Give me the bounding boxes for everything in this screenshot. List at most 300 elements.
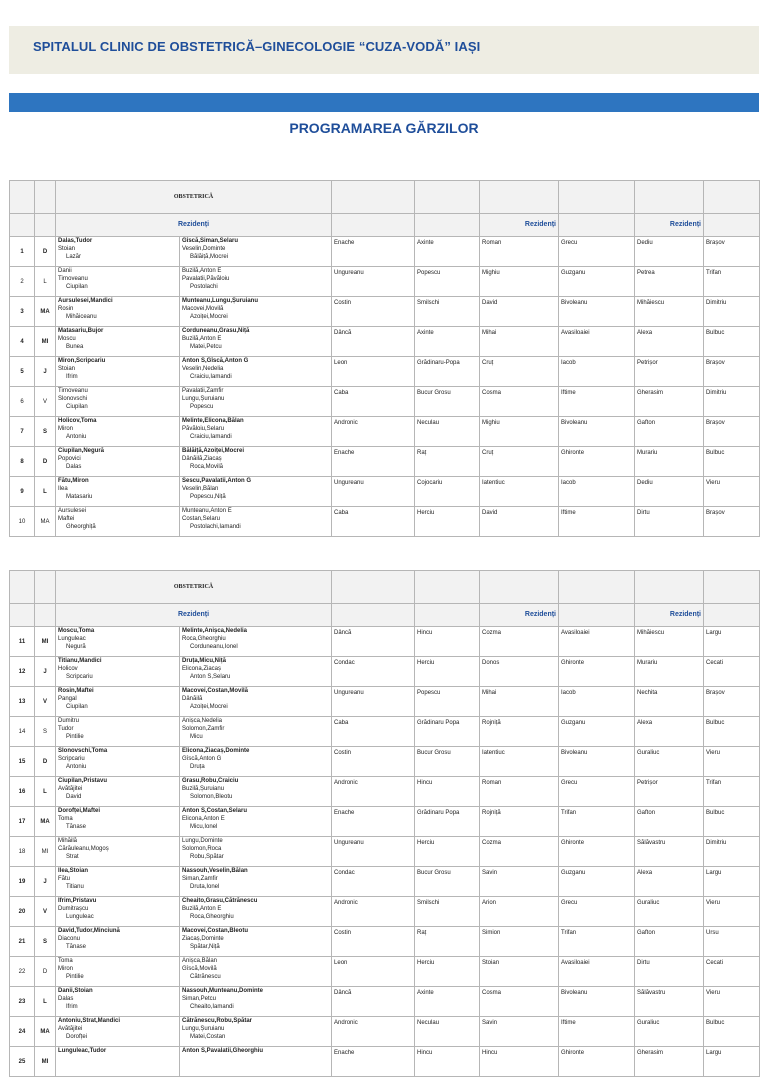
header-blank <box>10 181 35 214</box>
staff-cell: Ghironte <box>559 657 635 687</box>
name-line: Tănase <box>66 944 87 950</box>
name-line: Roca,Gheorghiu <box>182 636 226 642</box>
staff-cell: Brașov <box>704 357 760 387</box>
staff-cell: Dimitriu <box>704 387 760 417</box>
name-line: Ziacaș,Dominte <box>182 936 224 942</box>
name-line: Robu,Spătar <box>190 854 224 860</box>
staff-cell: Caba <box>332 507 415 537</box>
staff-cell: Petrișor <box>635 357 704 387</box>
name-line: Ifrim <box>66 1004 78 1010</box>
staff-cell: Bivoleanu <box>559 417 635 447</box>
schedule-row <box>10 717 760 747</box>
day-number: 17 <box>10 807 35 837</box>
residents-cell <box>180 897 332 927</box>
schedule-row <box>10 297 760 327</box>
schedule-row <box>10 1017 760 1047</box>
name-line: Lunguleac <box>58 636 86 642</box>
header-blank <box>704 214 760 237</box>
residents-cell <box>180 717 332 747</box>
name-line: Ciupilan <box>66 404 88 410</box>
day-number: 5 <box>10 357 35 387</box>
staff-cell: Bulbuc <box>704 717 760 747</box>
residents-cell <box>180 1017 332 1047</box>
doctors-cell <box>56 657 180 687</box>
name-line: Buzilă,Anton E <box>182 906 222 912</box>
residents-cell <box>180 687 332 717</box>
section-label: OBSTETRICĂ <box>56 181 332 214</box>
name-line: Solomon,Roca <box>182 846 222 852</box>
weekday: L <box>35 777 56 807</box>
staff-cell: Dediu <box>635 237 704 267</box>
staff-cell: Trifan <box>559 927 635 957</box>
doctors-cell <box>56 927 180 957</box>
header-blank <box>415 181 480 214</box>
staff-cell: Gafton <box>635 927 704 957</box>
name-line: Titianu <box>66 884 84 890</box>
schedule-table-2 <box>9 570 760 1077</box>
doctors-cell <box>56 987 180 1017</box>
name-line: Cătrănescu <box>190 974 221 980</box>
staff-cell: Caba <box>332 717 415 747</box>
name-line: Pintilie <box>66 734 84 740</box>
staff-cell: Iacob <box>559 687 635 717</box>
residents-cell <box>180 777 332 807</box>
page-title: PROGRAMAREA GĂRZILOR <box>289 120 479 136</box>
name-line: Rosin,Maftei <box>58 688 94 694</box>
doctors-cell <box>56 267 180 297</box>
weekday: J <box>35 657 56 687</box>
name-line: Pintilie <box>66 974 84 980</box>
header-blank <box>10 571 35 604</box>
header-blank <box>35 571 56 604</box>
weekday: V <box>35 687 56 717</box>
name-line: Druța <box>190 764 205 770</box>
name-line: Miron,Scripcariu <box>58 358 106 364</box>
staff-cell: Iacob <box>559 477 635 507</box>
hospital-header <box>9 26 759 74</box>
residents-cell <box>180 867 332 897</box>
staff-cell: Axinte <box>415 237 480 267</box>
name-line: Cătrănescu,Robu,Spătar <box>182 1018 253 1024</box>
doctors-cell <box>56 897 180 927</box>
name-line: Diaconu <box>58 936 81 942</box>
name-line: Solomon,Bleotu <box>190 794 233 800</box>
name-line: Avătăjitei <box>58 786 83 792</box>
staff-cell: Caba <box>332 387 415 417</box>
name-line: Buzilă,Anton E <box>182 336 222 342</box>
name-line: Veselin,Nedelia <box>182 366 224 372</box>
name-line: Munteanu,Anton E <box>182 508 232 514</box>
name-line: Lazăr <box>66 254 82 260</box>
residents-label: Rezidenți <box>480 214 559 237</box>
residents-cell <box>180 627 332 657</box>
name-line: Anton S,Pavalatii,Gheorghiu <box>182 1048 264 1054</box>
doctors-cell <box>56 477 180 507</box>
weekday: D <box>35 957 56 987</box>
staff-cell: Guzganu <box>559 267 635 297</box>
name-line: Avătăjitei <box>58 1026 83 1032</box>
name-line: Moscu <box>58 336 76 342</box>
staff-cell: Largu <box>704 627 760 657</box>
day-number: 20 <box>10 897 35 927</box>
staff-cell: Vieru <box>704 477 760 507</box>
staff-cell: Simion <box>480 927 559 957</box>
staff-cell: Stoian <box>480 957 559 987</box>
name-line: Pavalatii,Zamfir <box>182 388 224 394</box>
name-line: Bunea <box>66 344 84 350</box>
staff-cell: David <box>480 297 559 327</box>
doctors-cell <box>56 837 180 867</box>
staff-cell: Gherasim <box>635 1047 704 1077</box>
staff-cell: Grecu <box>559 777 635 807</box>
staff-cell: Andronic <box>332 417 415 447</box>
name-line: Ciupilan <box>66 704 88 710</box>
name-line: Lungu,Șuruianu <box>182 396 225 402</box>
staff-cell: Guraliuc <box>635 747 704 777</box>
name-line: David <box>66 794 82 800</box>
residents-label: Rezidenți <box>56 214 332 237</box>
schedule-row <box>10 687 760 717</box>
staff-cell: David <box>480 507 559 537</box>
name-line: Ilea <box>58 486 68 492</box>
name-line: Micu <box>190 734 203 740</box>
doctors-cell <box>56 297 180 327</box>
name-line: Rosin <box>58 306 74 312</box>
staff-cell: Enache <box>332 1047 415 1077</box>
staff-cell: Iftime <box>559 507 635 537</box>
staff-cell: Bivoleanu <box>559 297 635 327</box>
name-line: Bălăiță,Mocrei <box>190 254 229 260</box>
name-line: Ciupilan,Negură <box>58 448 105 454</box>
staff-cell: Enache <box>332 447 415 477</box>
schedule-row <box>10 747 760 777</box>
doctors-cell <box>56 387 180 417</box>
name-line: Siman,Petcu <box>182 996 217 1002</box>
name-line: Matasariu <box>66 494 93 500</box>
name-line: Lungu,Șuruianu <box>182 1026 225 1032</box>
name-line: David,Tudor,Minciună <box>58 928 120 934</box>
residents-cell <box>180 267 332 297</box>
weekday: D <box>35 237 56 267</box>
staff-cell: Smilschi <box>415 897 480 927</box>
staff-cell: Gafton <box>635 807 704 837</box>
schedule-row <box>10 777 760 807</box>
blue-divider-bar <box>9 93 759 112</box>
name-line: Pavalatii,Păvăloiu <box>182 276 230 282</box>
staff-cell: Alexa <box>635 327 704 357</box>
header-blank <box>480 181 559 214</box>
doctors-cell <box>56 867 180 897</box>
name-line: Grasu,Robu,Craiciu <box>182 778 239 784</box>
staff-cell: Nechita <box>635 687 704 717</box>
name-line: Gîscă,Anton G <box>182 756 222 762</box>
schedule-row <box>10 387 760 417</box>
staff-cell: Bucur Grosu <box>415 387 480 417</box>
weekday: S <box>35 417 56 447</box>
doctors-cell <box>56 507 180 537</box>
staff-cell: Smilschi <box>415 297 480 327</box>
name-line: Fătu,Miron <box>58 478 89 484</box>
name-line: Mihăiceanu <box>66 314 97 320</box>
name-line: Nassouh,Munteanu,Dominte <box>182 988 264 994</box>
day-number: 16 <box>10 777 35 807</box>
name-line: Antoniu <box>66 434 87 440</box>
name-line: Buzilă,Anton E <box>182 268 222 274</box>
staff-cell: Guzganu <box>559 867 635 897</box>
residents-label: Rezidenți <box>480 604 559 627</box>
staff-cell: Bulbuc <box>704 447 760 477</box>
staff-cell: Leon <box>332 357 415 387</box>
name-line: Macovei,Costan,Bleotu <box>182 928 249 934</box>
staff-cell: Herciu <box>415 657 480 687</box>
residents-cell <box>180 477 332 507</box>
staff-cell: Dâncă <box>332 327 415 357</box>
name-line: Dalas <box>58 996 74 1002</box>
day-number: 15 <box>10 747 35 777</box>
header-blank <box>415 214 480 237</box>
doctors-cell <box>56 747 180 777</box>
residents-cell <box>180 837 332 867</box>
header-blank <box>332 214 415 237</box>
day-number: 2 <box>10 267 35 297</box>
name-line: Elicona,Anton E <box>182 816 225 822</box>
name-line: Siman,Zamfir <box>182 876 218 882</box>
staff-cell: Ursu <box>704 927 760 957</box>
name-line: Anișca,Nedelia <box>182 718 223 724</box>
name-line: Dânăilă <box>182 696 203 702</box>
staff-cell: Hincu <box>415 627 480 657</box>
name-line: Toma <box>58 958 73 964</box>
name-line: Cărăuleanu,Mogoș <box>58 846 109 852</box>
staff-cell: Rojniță <box>480 807 559 837</box>
staff-cell: Trifan <box>559 807 635 837</box>
staff-cell: Guraliuc <box>635 897 704 927</box>
weekday: D <box>35 747 56 777</box>
name-line: Tudor <box>58 726 74 732</box>
day-number: 24 <box>10 1017 35 1047</box>
weekday: MI <box>35 627 56 657</box>
header-blank <box>415 571 480 604</box>
name-line: Aursulesei,Mandici <box>58 298 113 304</box>
doctors-cell <box>56 237 180 267</box>
staff-cell: Rojniță <box>480 717 559 747</box>
name-line: Azoiței,Mocrei <box>190 314 228 320</box>
residents-cell <box>180 747 332 777</box>
header-blank <box>635 571 704 604</box>
doctors-cell <box>56 327 180 357</box>
staff-cell: Costin <box>332 927 415 957</box>
name-line: Munteanu,Lungu,Șuruianu <box>182 298 258 304</box>
weekday: MI <box>35 837 56 867</box>
name-line: Dorofței,Maftei <box>58 808 100 814</box>
staff-cell: Largu <box>704 867 760 897</box>
name-line: Postolachi <box>190 284 218 290</box>
name-line: Slonovschi <box>58 396 88 402</box>
name-line: Macovei,Movilă <box>182 306 224 312</box>
day-number: 22 <box>10 957 35 987</box>
staff-cell: Dimitriu <box>704 297 760 327</box>
name-line: Miron <box>58 966 74 972</box>
staff-cell: Andronic <box>332 777 415 807</box>
staff-cell: Brașov <box>704 507 760 537</box>
schedule-row <box>10 927 760 957</box>
name-line: Corduneanu,Ionel <box>190 644 238 650</box>
name-line: Veselin,Bălan <box>182 486 219 492</box>
schedule-row <box>10 267 760 297</box>
staff-cell: Herciu <box>415 507 480 537</box>
name-line: Ifrim <box>66 374 78 380</box>
name-line: Dalas,Tudor <box>58 238 93 244</box>
name-line: Azoiței,Mocrei <box>190 704 228 710</box>
staff-cell: Cozma <box>480 837 559 867</box>
staff-cell: Dirtu <box>635 507 704 537</box>
staff-cell: Savin <box>480 867 559 897</box>
name-line: Gîscă,Movilă <box>182 966 217 972</box>
staff-cell: Leon <box>332 957 415 987</box>
staff-cell: Bulbuc <box>704 807 760 837</box>
hospital-title: SPITALUL CLINIC DE OBSTETRICĂ–GINECOLOGIE “CUZA-VODĂ” IAȘI <box>33 39 481 54</box>
name-line: Dumitrașcu <box>58 906 89 912</box>
name-line: Strat <box>66 854 79 860</box>
name-line: Anton S,Costan,Selaru <box>182 808 248 814</box>
staff-cell: Bucur Grosu <box>415 747 480 777</box>
staff-cell: Alexa <box>635 717 704 747</box>
staff-cell: Mihai <box>480 687 559 717</box>
staff-cell: Cosma <box>480 387 559 417</box>
staff-cell: Savin <box>480 1017 559 1047</box>
schedule-row <box>10 987 760 1017</box>
staff-cell: Cruț <box>480 357 559 387</box>
staff-cell: Iftime <box>559 1017 635 1047</box>
staff-cell: Axinte <box>415 327 480 357</box>
staff-cell: Grădinaru Popa <box>415 807 480 837</box>
staff-cell: Grecu <box>559 237 635 267</box>
section-label: OBSTETRICĂ <box>56 571 332 604</box>
staff-cell: Raț <box>415 927 480 957</box>
name-line: Dumitru <box>58 718 80 724</box>
schedule-row <box>10 867 760 897</box>
staff-cell: Iftime <box>559 387 635 417</box>
weekday: J <box>35 867 56 897</box>
header-blank <box>559 214 635 237</box>
staff-cell: Bucur Grosu <box>415 867 480 897</box>
staff-cell: Trifan <box>704 267 760 297</box>
day-number: 13 <box>10 687 35 717</box>
name-line: Popovici <box>58 456 81 462</box>
day-number: 8 <box>10 447 35 477</box>
header-blank <box>35 214 56 237</box>
staff-cell: Costin <box>332 747 415 777</box>
staff-cell: Mighiu <box>480 267 559 297</box>
staff-cell: Dirtu <box>635 957 704 987</box>
name-line: Gîscă,Siman,Selaru <box>182 238 239 244</box>
name-line: Melinte,Elicona,Bălan <box>182 418 244 424</box>
name-line: Lungu,Dominte <box>182 838 223 844</box>
name-line: Antoniu,Strat,Mandici <box>58 1018 120 1024</box>
doctors-cell <box>56 957 180 987</box>
name-line: Bălăiță,Azoiței,Mocrei <box>182 448 245 454</box>
staff-cell: Neculau <box>415 417 480 447</box>
doctors-cell <box>56 1017 180 1047</box>
day-number: 6 <box>10 387 35 417</box>
residents-cell <box>180 237 332 267</box>
staff-cell: Herciu <box>415 957 480 987</box>
schedule-row <box>10 327 760 357</box>
doctors-cell <box>56 807 180 837</box>
name-line: Păvăloiu,Selaru <box>182 426 225 432</box>
name-line: Anton S,Gîscă,Anton G <box>182 358 249 364</box>
header-blank <box>704 181 760 214</box>
name-line: Miron <box>58 426 74 432</box>
staff-cell: Petrișor <box>635 777 704 807</box>
staff-cell: Mighiu <box>480 417 559 447</box>
name-line: Stoian <box>58 246 76 252</box>
day-number: 25 <box>10 1047 35 1077</box>
staff-cell: Largu <box>704 1047 760 1077</box>
name-line: Anton S,Selaru <box>190 674 231 680</box>
day-number: 1 <box>10 237 35 267</box>
staff-cell: Bulbuc <box>704 1017 760 1047</box>
residents-cell <box>180 357 332 387</box>
residents-label: Rezidenți <box>635 214 704 237</box>
staff-cell: Popescu <box>415 687 480 717</box>
staff-cell: Andronic <box>332 1017 415 1047</box>
header-blank <box>332 571 415 604</box>
name-line: Macovei,Costan,Movilă <box>182 688 249 694</box>
name-line: Tirnoveanu <box>58 388 88 394</box>
staff-cell: Cojocariu <box>415 477 480 507</box>
staff-cell: Raț <box>415 447 480 477</box>
day-number: 21 <box>10 927 35 957</box>
weekday: S <box>35 927 56 957</box>
name-line: Aursulesei <box>58 508 87 514</box>
staff-cell: Ungureanu <box>332 477 415 507</box>
name-line: Negură <box>66 644 86 650</box>
staff-cell: Gherasim <box>635 387 704 417</box>
name-line: Gheorghiță <box>66 524 96 530</box>
staff-cell: Sălăvastru <box>635 987 704 1017</box>
staff-cell: Bivoleanu <box>559 747 635 777</box>
name-line: Lunguleac <box>66 914 94 920</box>
name-line: Matasariu,Bujor <box>58 328 104 334</box>
day-number: 4 <box>10 327 35 357</box>
staff-cell: Bivoleanu <box>559 987 635 1017</box>
name-line: Dorofței <box>66 1034 88 1040</box>
name-line: Danii,Stoian <box>58 988 93 994</box>
schedule-row <box>10 897 760 927</box>
name-line: Holicov,Toma <box>58 418 97 424</box>
staff-cell: Cosma <box>480 987 559 1017</box>
name-line: Dânăilă,Ziacaș <box>182 456 222 462</box>
staff-cell: Dâncă <box>332 627 415 657</box>
name-line: Fătu <box>58 876 71 882</box>
staff-cell: Donos <box>480 657 559 687</box>
residents-cell <box>180 807 332 837</box>
name-line: Slonovschi,Toma <box>58 748 108 754</box>
staff-cell: Brașov <box>704 687 760 717</box>
staff-cell: Dediu <box>635 477 704 507</box>
name-line: Postolachi,Iamandi <box>190 524 241 530</box>
day-number: 11 <box>10 627 35 657</box>
schedule-row <box>10 357 760 387</box>
day-number: 12 <box>10 657 35 687</box>
staff-cell: Vieru <box>704 747 760 777</box>
weekday: MI <box>35 1047 56 1077</box>
weekday: MI <box>35 327 56 357</box>
weekday: MA <box>35 507 56 537</box>
residents-label: Rezidenți <box>56 604 332 627</box>
name-line: Matei,Costan <box>190 1034 226 1040</box>
